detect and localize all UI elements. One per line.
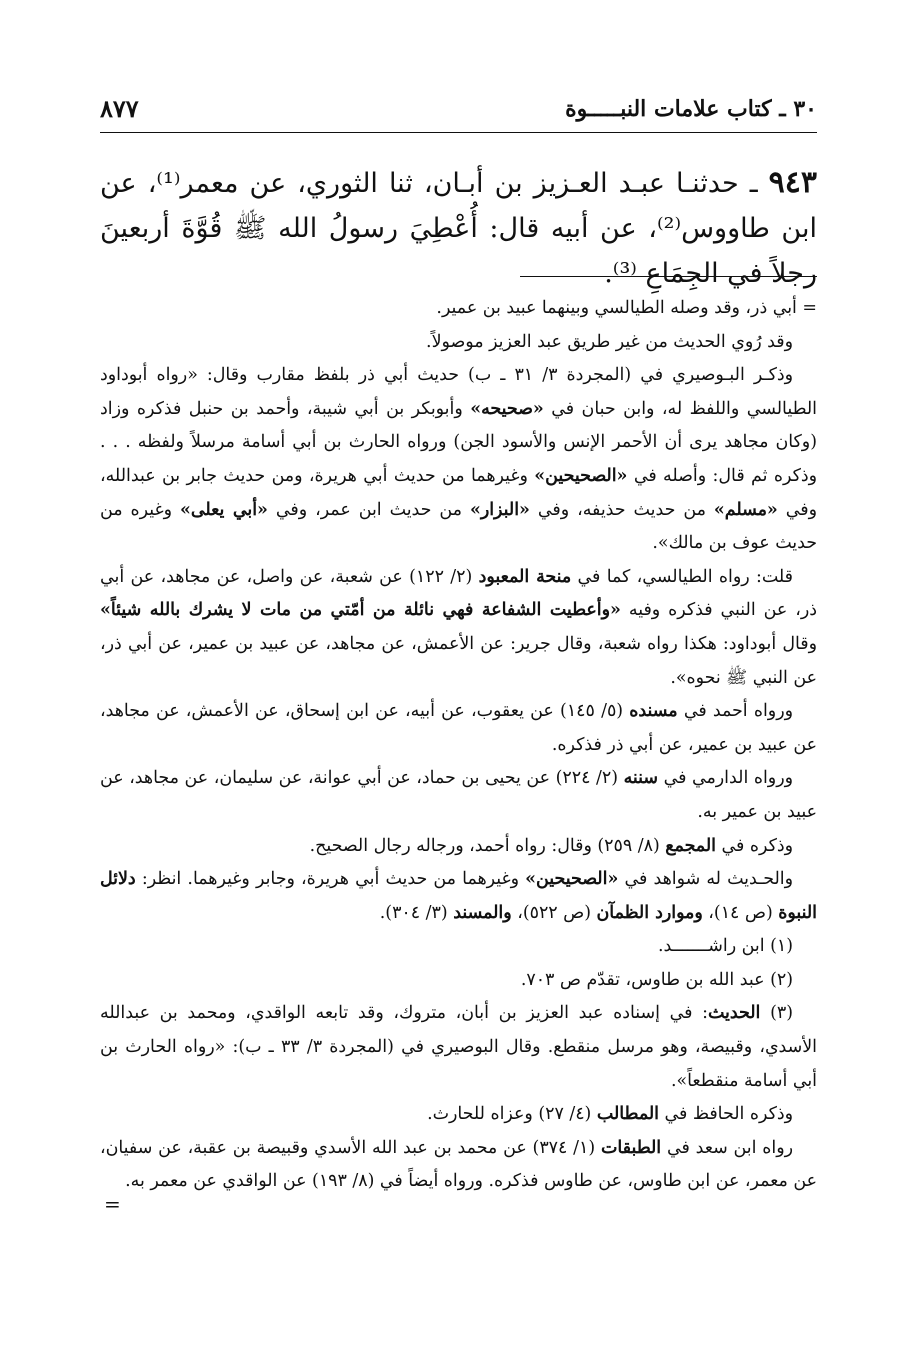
hadith-body: ـ حدثنـا عبـد العـزيز بن أبـان، ثنا الثوري، عن معمر⁽¹⁾، عن ابن طاووس⁽²⁾، عن أبيه قال: أُعْطِيَ رسولُ الله ﷺ قُوَّةَ أربعينَ رجلاً في الجِمَاعِ ⁽³⁾. xyxy=(100,168,817,289)
hadith-number: ٩٤٣ xyxy=(768,165,818,200)
footnote-separator xyxy=(520,276,817,277)
footnote-1: (١) ابن راشـــــــد. xyxy=(657,936,793,957)
note-paragraph: وقد رُوي الحديث من غير طريق عبد العزيز موصولاً. xyxy=(426,331,793,352)
note-paragraph: قلت: رواه الطيالسي، كما في منحة المعبود (٢/ ١٢٢) عن شعبة، عن واصل، عن مجاهد، عن أبي ذر، عن النبي فذكره وفيه «وأعطيت الشفاعة فهي نائلة من أمّتي من مات لا يشرك بالله شيئاً» وقال أبوداود: هكذا رواه شعبة، وقال جرير: عن الأعمش، عن مجاهد، عن عبيد بن عمير، عن أبي ذر، عن النبي ﷺ نحوه». xyxy=(100,566,817,688)
note-paragraph: = أبي ذر، وقد وصله الطيالسي وبينهما عبيد بن عمير. xyxy=(436,298,817,318)
footnotes xyxy=(100,292,817,1199)
chapter-title: ٣٠ ـ كتاب علامات النبـــــوة xyxy=(565,96,817,122)
note-paragraph: وذكـر البـوصيري في (المجردة ٣/ ٣١ ـ ب) حديث أبي ذر بلفظ مقارب وقال: «رواه أبوداود الطيالسي واللفظ له، وابن حبان في «صحيحه» وأبوبكر بن أبي شيبة، وأحمد بن حنبل فذكره وزاد (وكان مجاهد يرى أن الأحمر الإنس والأسود الجن) ورواه الحارث بن أبي أسامة مرسلاً ولفظه . . . وذكره ثم قال: وأصله في «الصحيحين» وغيرهما من حديث أبي هريرة، ومن حديث جابر بن عبدالله، وفي «مسلم» من حديث حذيفه، وفي «البزار» من حديث ابن عمر، وفي «أبي يعلى» وغيره من حديث عوف بن مالك». xyxy=(100,365,817,554)
note-paragraph: والحـديث له شواهد في «الصحيحين» وغيرهما من حديث أبي هريرة، وجابر وغيرهما. انظر: دلائل النبوة (ص ١٤)، وموارد الظمآن (ص ٥٢٢)، والمسند (٣/ ٣٠٤). xyxy=(100,869,817,923)
continuation-mark: = xyxy=(104,1192,121,1216)
footnote-3: (٣) الحديث: في إسناده عبد العزيز بن أبان، متروك، وقد تابعه الواقدي، ومحمد بن عبدالله الأسدي، وقبيصة، وهو مرسل منقطع. وقال البوصيري في (المجردة ٣/ ٣٣ ـ ب): «رواه الحارث بن أبي أسامة منقطعاً». xyxy=(100,1003,818,1091)
note-paragraph: ورواه أحمد في مسنده (٥/ ١٤٥) عن يعقوب، عن أبيه، عن ابن إسحاق، عن الأعمش، عن مجاهد، عن عبيد بن عمير، عن أبي ذر فذكره. xyxy=(100,701,817,755)
note-paragraph: وذكره الحافظ في المطالب (٤/ ٢٧) وعزاه للحارث. xyxy=(427,1104,793,1125)
footnote-2: (٢) عبد الله بن طاوس، تقدّم ص ٧٠٣. xyxy=(520,969,793,990)
page-number: ٨٧٧ xyxy=(100,94,139,123)
page-header xyxy=(100,88,817,133)
note-paragraph: رواه ابن سعد في الطبقات (١/ ٣٧٤) عن محمد بن عبد الله الأسدي وقبيصة بن عقبة، عن سفيان، عن معمر، عن ابن طاوس، عن طاوس فذكره. ورواه أيضاً في (٨/ ١٩٣) عن الواقدي عن معمر به. xyxy=(100,1137,817,1192)
note-paragraph: ورواه الدارمي في سننه (٢/ ٢٢٤) عن يحيى بن حماد، عن أبي عوانة، عن سليمان، عن مجاهد، عن عبيد بن عمير به. xyxy=(100,768,817,822)
note-paragraph: وذكره في المجمع (٨/ ٢٥٩) وقال: رواه أحمد، ورجاله رجال الصحيح. xyxy=(309,835,793,856)
